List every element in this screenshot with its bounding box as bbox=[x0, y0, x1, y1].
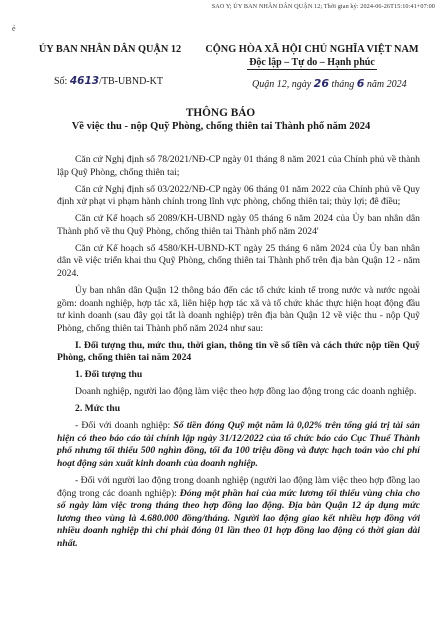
section-heading-1: I. Đối tượng thu, mức thu, thời gian, thông tin về số tiền và cách thức nộp tiền Quỹ Phòng, chống thiên tai năm 2024 bbox=[57, 339, 420, 364]
date-day: 26 bbox=[313, 77, 329, 90]
document-title: THÔNG BÁO bbox=[185, 107, 256, 119]
country-name: CỘNG HÒA XÃ HỘI CHỦ NGHĨA VIỆT NAM bbox=[205, 44, 419, 55]
date-place: Quận 12, ngày bbox=[252, 79, 314, 90]
date-month-label: tháng bbox=[328, 79, 357, 90]
date-month: 6 bbox=[356, 77, 365, 90]
paragraph-rate-employee bbox=[57, 475, 420, 551]
paragraph-legal-basis-4: Căn cứ Kế hoạch số 4580/KH-UBND-KT ngày 25 tháng 6 năm 2024 của Ủy ban nhân dân về việc triển khai thu Quỹ Phòng, chống thiên tai Thành phố trên địa bàn Quận 12 - năm 2024. bbox=[57, 242, 420, 279]
rate-employee-detail: Đóng một phần hai của mức lương tối thiểu vùng chia cho số ngày làm việc trong tháng theo hợp đồng lao động. Địa bàn Quận 12 áp dụng mức lương theo vùng là 4.680.000 đồng/tháng. Người lao động giao kết nhiều hợp đồng với nhiều doanh nghiệp thì chỉ phải đóng 01 lần theo 01 hợp đồng lao động có thời gian dài nhất. bbox=[57, 487, 421, 549]
agency-name: ỦY BAN NHÂN DÂN QUẬN 12 bbox=[38, 44, 182, 55]
doc-number-prefix: Số: bbox=[54, 76, 70, 87]
rate-enterprise-detail: Số tiền đóng Quỹ một năm là 0,02% trên tổng giá trị tài sản hiện có theo báo cáo tài chính lập ngày 31/12/2022 của tổ chức báo cáo Cục Thuế Thành phố nhưng tối thiểu 500 nghìn đồng, tối đa 100 triệu đồng và được hạch toán vào chi phí hoạt động sản xuất kinh doanh của doanh nghiệp. bbox=[57, 420, 420, 469]
rate-employee-lead: - Đối với người lao động trong doanh nghiệp (người lao động làm việc theo hợp đồng lao động trong các doanh nghiệp): bbox=[57, 474, 420, 499]
paragraph-legal-basis-1: Căn cứ Nghị định số 78/2021/NĐ-CP ngày 01 tháng 8 năm 2021 của Chính phủ về thành lập Quỹ Phòng, chống thiên tai; bbox=[57, 154, 420, 178]
document-number bbox=[54, 75, 163, 87]
corner-handwritten-mark: ẻ bbox=[12, 24, 16, 33]
document-body bbox=[57, 154, 420, 555]
issuing-agency bbox=[30, 43, 190, 56]
issue-date bbox=[252, 77, 407, 90]
date-year: năm 2024 bbox=[364, 79, 407, 90]
paragraph-rate-enterprise bbox=[57, 420, 420, 470]
copy-signature-stamp: SAO Y; ỦY BAN NHÂN DÂN QUẬN 12; Thời gian ký: 2024-06-26T15:10:41+07:00 bbox=[211, 3, 435, 10]
paragraph-subjects: Doanh nghiệp, người lao động làm việc theo hợp đồng lao động trong các doanh nghiệp. bbox=[75, 386, 417, 398]
paragraph-legal-basis-3: Căn cứ Kế hoạch số 2089/KH-UBND ngày 05 tháng 6 năm 2024 của Ủy ban nhân dân Thành phố về thu Quỹ Phòng, chống thiên tai Thành phố năm 2024' bbox=[57, 213, 420, 237]
document-subtitle: Về việc thu - nộp Quỹ Phòng, chống thiên tai Thành phố năm 2024 bbox=[71, 121, 371, 132]
doc-number-suffix: /TB-UBND-KT bbox=[99, 76, 163, 87]
subsection-heading-rates: 2. Mức thu bbox=[75, 403, 121, 415]
subsection-heading-subjects: 1. Đối tượng thu bbox=[75, 369, 143, 381]
doc-number-handwritten: 4613 bbox=[69, 75, 100, 87]
national-motto: Độc lập – Tự do – Hạnh phúc bbox=[249, 57, 375, 68]
national-header bbox=[192, 43, 432, 70]
paragraph-legal-basis-2: Căn cứ Nghị định số 03/2022/NĐ-CP ngày 06 tháng 01 năm 2022 của Chính phủ về Quy định xử phạt vi phạm hành chính trong lĩnh vực phòng, chống thiên tai; thủy lợi; đê điều; bbox=[57, 183, 420, 208]
rate-enterprise-lead: - Đối với doanh nghiệp: bbox=[75, 420, 174, 432]
paragraph-announcement: Ủy ban nhân dân Quận 12 thông báo đến các tổ chức kinh tế trong nước và nước ngoài gồm: doanh nghiệp, hợp tác xã, liên hiệp hợp tác xã và tổ chức khác thực hiện hoạt động đầu tư kinh doanh (sau đây gọi tắt là doanh nghiệp) trên địa bàn Quận 12 về việc thu - nộp Quỹ Phòng, chống thiên tai Thành phố năm 2024 như sau: bbox=[57, 284, 420, 334]
